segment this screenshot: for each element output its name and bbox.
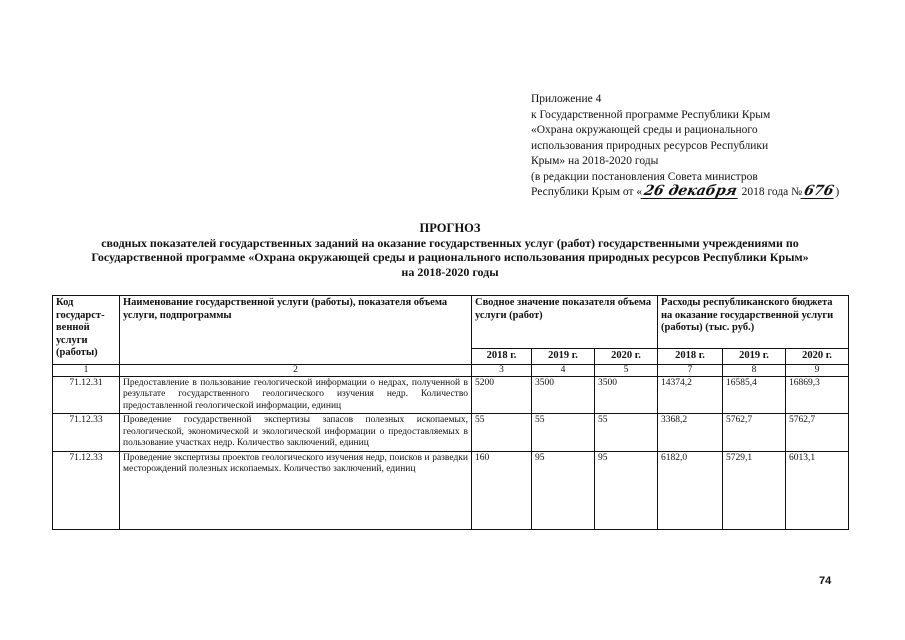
volume-2020: 3500 xyxy=(595,376,658,414)
title-line: на 2018-2020 годы xyxy=(401,264,499,279)
appendix-line: Приложение 4 xyxy=(531,93,602,105)
service-code: 71.12.33 xyxy=(53,414,120,452)
column-number: 8 xyxy=(723,364,786,376)
service-code: 71.12.33 xyxy=(53,451,120,529)
table-row xyxy=(53,376,849,414)
expense-2020: 16869,3 xyxy=(786,376,849,414)
service-name: Предоставление в пользование геологической информации о недрах, полученной в результате государственного геологического изучения недр. Количество предоставленной геологической информации, единиц xyxy=(120,376,472,414)
appendix-line: (в редакции постановления Совета министров xyxy=(531,170,758,183)
service-name: Проведение государственной экспертизы запасов полезных ископаемых, геологической, экономической и экологической информации о предоставляемых в пользование участках недр. Количество заключений, единиц xyxy=(120,414,472,452)
expense-2018: 6182,0 xyxy=(658,451,723,529)
expense-2018: 3368,2 xyxy=(658,414,723,452)
year-cell: 2020 г. xyxy=(786,349,849,365)
title-heading: ПРОГНОЗ xyxy=(419,221,481,235)
header-name: Наименование государственной услуги (работы), показателя объема услуги, подпрограммы xyxy=(120,296,472,365)
year-cell: 2020 г. xyxy=(595,349,658,365)
handwritten-number: 676 xyxy=(802,183,836,199)
appendix-block xyxy=(531,92,871,201)
year-cell: 2018 г. xyxy=(658,349,723,365)
column-number-row xyxy=(53,364,849,376)
header-row xyxy=(53,296,849,349)
year-cell: 2019 г. xyxy=(532,349,595,365)
column-number: 4 xyxy=(532,364,595,376)
handwritten-date: 26 декабря xyxy=(642,183,739,199)
expense-2019: 16585,4 xyxy=(723,376,786,414)
table-row xyxy=(53,451,849,529)
appendix-line: использования природных ресурсов Республики xyxy=(531,139,769,152)
column-number: 3 xyxy=(472,364,532,376)
header-code: Код государст-венной услуги (работы) xyxy=(53,296,120,365)
expense-2020: 6013,1 xyxy=(786,451,849,529)
document-title xyxy=(40,221,860,279)
column-number: 5 xyxy=(595,364,658,376)
year-cell: 2018 г. xyxy=(472,349,532,365)
volume-2019: 3500 xyxy=(532,376,595,414)
volume-2019: 95 xyxy=(532,451,595,529)
expense-2020: 5762,7 xyxy=(786,414,849,452)
volume-2018: 5200 xyxy=(472,376,532,414)
year-cell: 2019 г. xyxy=(723,349,786,365)
volume-2020: 95 xyxy=(595,451,658,529)
column-number: 9 xyxy=(786,364,849,376)
volume-2019: 55 xyxy=(532,414,595,452)
expense-2018: 14374,2 xyxy=(658,376,723,414)
title-line: сводных показателей государственных заданий на оказание государственных услуг (работ) государственными учреждениями по xyxy=(101,235,799,250)
appendix-line: к Государственной программе Республики Крым xyxy=(531,108,771,121)
page-number: 74 xyxy=(819,575,832,587)
volume-2018: 160 xyxy=(472,451,532,529)
appendix-line: «Охрана окружающей среды и рационального xyxy=(531,124,758,136)
title-line: Государственной программе «Охрана окружающей среды и рационального использования природных ресурсов Республики Крым» xyxy=(91,250,809,264)
column-number: 7 xyxy=(658,364,723,376)
header-volume: Сводное значение показателя объема услуги (работ) xyxy=(472,296,658,349)
appendix-last-line: Республики Крым от «26 декабря 2018 года №676) xyxy=(531,183,840,199)
service-code: 71.12.31 xyxy=(53,376,120,414)
table-row xyxy=(53,414,849,452)
appendix-line: Крым» на 2018-2020 годы xyxy=(531,155,659,167)
forecast-table xyxy=(52,295,849,530)
column-number: 1 xyxy=(53,364,120,376)
expense-2019: 5729,1 xyxy=(723,451,786,529)
header-expenses: Расходы республиканского бюджета на оказание государственной услуги (работы) (тыс. руб.) xyxy=(658,296,849,349)
volume-2018: 55 xyxy=(472,414,532,452)
service-name: Проведение экспертизы проектов геологического изучения недр, поисков и разведки месторождений полезных ископаемых. Количество заключений, единиц xyxy=(120,451,472,529)
expense-2019: 5762,7 xyxy=(723,414,786,452)
column-number: 2 xyxy=(120,364,472,376)
volume-2020: 55 xyxy=(595,414,658,452)
